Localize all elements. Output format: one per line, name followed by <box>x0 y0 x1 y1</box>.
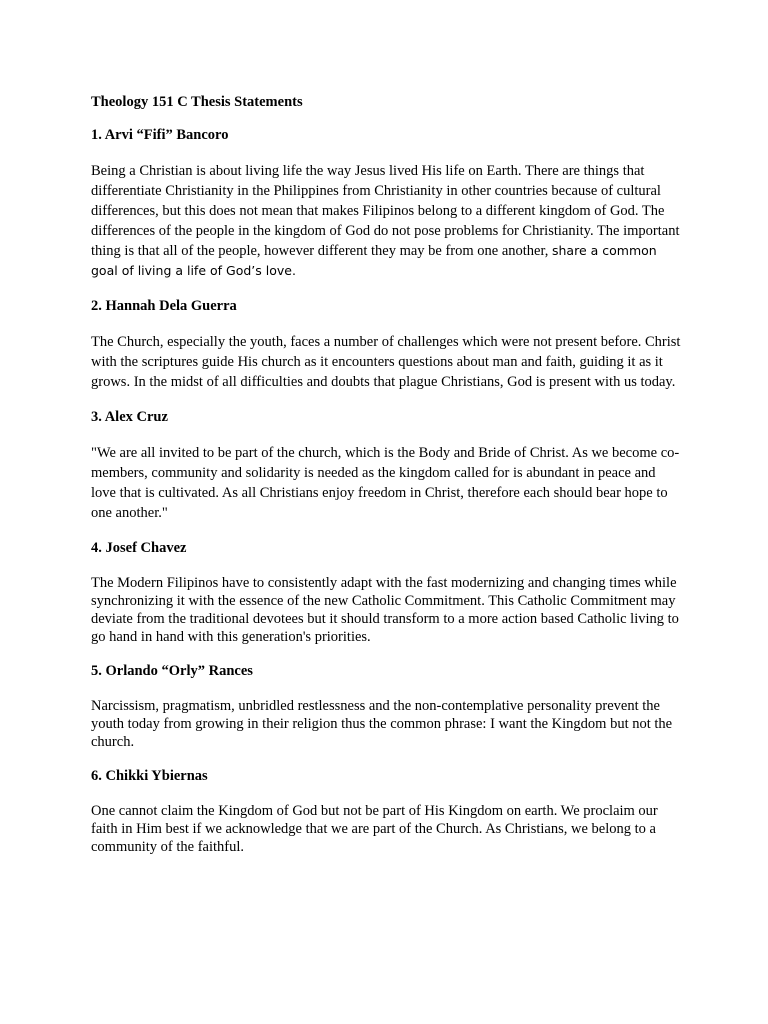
entry-heading-4: 4. Josef Chavez <box>91 540 187 556</box>
entry-body-6: One cannot claim the Kingdom of God but not be part of His Kingdom on earth. We proclaim our faith in Him best if we acknowledge that we are part of the Church. As Christians, we belong to a community of the faithful. <box>91 803 658 855</box>
document-page <box>91 93 683 872</box>
entry-body-3: "We are all invited to be part of the church, which is the Body and Bride of Christ. As we become co-members, community and solidarity is needed as the kingdom called for is abundant in peace and love that is cultivated. As all Christians enjoy freedom in Christ, therefore each should bear hope to one another." <box>91 445 680 521</box>
entry-heading-5: 5. Orlando “Orly” Rances <box>91 663 253 679</box>
entry-heading-1: 1. Arvi “Fifi” Bancoro <box>91 127 229 143</box>
document-title: Theology 151 C Thesis Statements <box>91 94 303 110</box>
entry-body-1-text: Being a Christian is about living life the way Jesus lived His life on Earth. There are things that differentiate Christianity in the Philippines from Christianity in other countries because of cultural differences, but this does not mean that makes Filipinos belong to a different kingdom of God. The differences of the people in the kingdom of God do not pose problems for Christianity. The important thing is that all of the people, however different they may be from one another, <box>91 163 680 259</box>
entry-body-1-tail: share a common goal of living a life of God’s love. <box>91 243 657 278</box>
entry-body-1 <box>91 161 683 281</box>
entry-body-4: The Modern Filipinos have to consistently adapt with the fast modernizing and changing times while synchronizing it with the essence of the new Catholic Commitment. This Catholic Commitment may deviate from the traditional devotees but it should transform to a more action based Catholic living to go hand in hand with this generation's priorities. <box>91 575 679 645</box>
entry-heading-2: 2. Hannah Dela Guerra <box>91 298 237 314</box>
entry-body-2: The Church, especially the youth, faces a number of challenges which were not present before. Christ with the scriptures guide His church as it encounters questions about man and faith, guiding it as it grows. In the midst of all difficulties and doubts that plague Christians, God is present with us today. <box>91 334 681 390</box>
entry-body-5: Narcissism, pragmatism, unbridled restlessness and the non-contemplative personality prevent the youth today from growing in their religion thus the common phrase: I want the Kingdom but not the church. <box>91 698 673 750</box>
entry-heading-3: 3. Alex Cruz <box>91 409 168 425</box>
entry-heading-6: 6. Chikki Ybiernas <box>91 768 208 784</box>
